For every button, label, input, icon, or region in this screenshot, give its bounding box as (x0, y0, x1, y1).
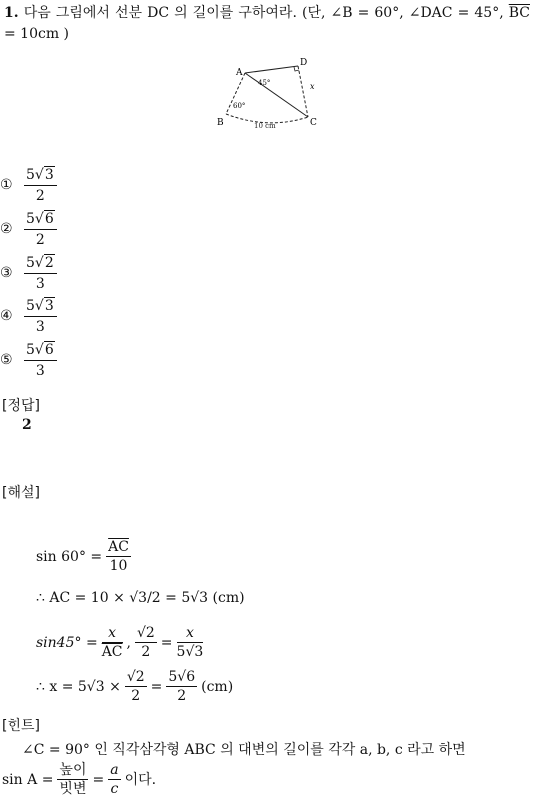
answer-value: 2 (22, 417, 32, 433)
hint-line-1: ∠C = 90° 인 직각삼각형 ABC 의 대변의 길이를 각각 a, b, c 라고 하면 (22, 742, 466, 758)
option-number: ② (0, 221, 13, 237)
solution-line-3: sin45° = $\frac{x}{AC}$ , $\frac{√2}{2}$ = $\frac{x}{5√3}$ (36, 625, 204, 660)
option-fraction: $\frac{5√2}{3}$ (24, 253, 57, 294)
question-text: 다음 그림에서 선분 DC 의 길이를 구하여라. (단, ∠B = 60°, ∠DAC = 45°, (23, 5, 504, 21)
answer-label: [정답] (2, 398, 40, 414)
question (4, 3, 530, 45)
option-number: ③ (0, 265, 13, 281)
solution-label: [해설] (2, 485, 40, 501)
option-4[interactable] (0, 296, 200, 340)
solution-line-4: ∴ x = 5√3 × $\frac{√2}{2}$ = $\frac{5√6}{2}$ (cm) (36, 669, 234, 704)
hint-text (2, 739, 530, 798)
option-fraction: $\frac{5√6}{3}$ (24, 340, 57, 381)
hint-label: [힌트] (2, 718, 40, 734)
solution-line-2: ∴ AC = 10 × √3/2 = 5√3 (cm) (36, 590, 245, 606)
solution-line-1: sin 60° = $\frac{\overline{AC}}{10}$ (36, 539, 129, 574)
option-number: ① (0, 177, 13, 193)
label-c: C (310, 118, 317, 128)
option-5[interactable] (0, 340, 200, 384)
hint-line-2: sin A = 높이 빗변 = $\frac{a}{c}$ 이다. (2, 762, 157, 797)
option-1[interactable] (0, 165, 200, 209)
label-d: D (300, 58, 308, 68)
label-b: B (217, 118, 224, 128)
option-fraction: $\frac{5√3}{2}$ (24, 165, 57, 206)
option-2[interactable] (0, 209, 200, 253)
segment-bc: $\overline{BC}$ (508, 5, 530, 21)
side-bc-label: 10 cm (254, 122, 276, 130)
option-fraction: $\frac{5√3}{3}$ (24, 296, 57, 337)
option-number: ④ (0, 308, 13, 324)
option-number: ⑤ (0, 352, 13, 368)
angle-b-label: 60° (233, 102, 246, 110)
option-fraction: $\frac{5√6}{2}$ (24, 209, 57, 250)
question-number: 1. (4, 5, 19, 21)
side-dc-label: x (310, 82, 315, 91)
label-a: A (236, 68, 243, 78)
question-text-tail: = 10cm ) (4, 26, 70, 42)
triangle-figure (208, 55, 333, 130)
option-3[interactable] (0, 253, 200, 297)
angle-a-label: 45° (258, 79, 271, 87)
